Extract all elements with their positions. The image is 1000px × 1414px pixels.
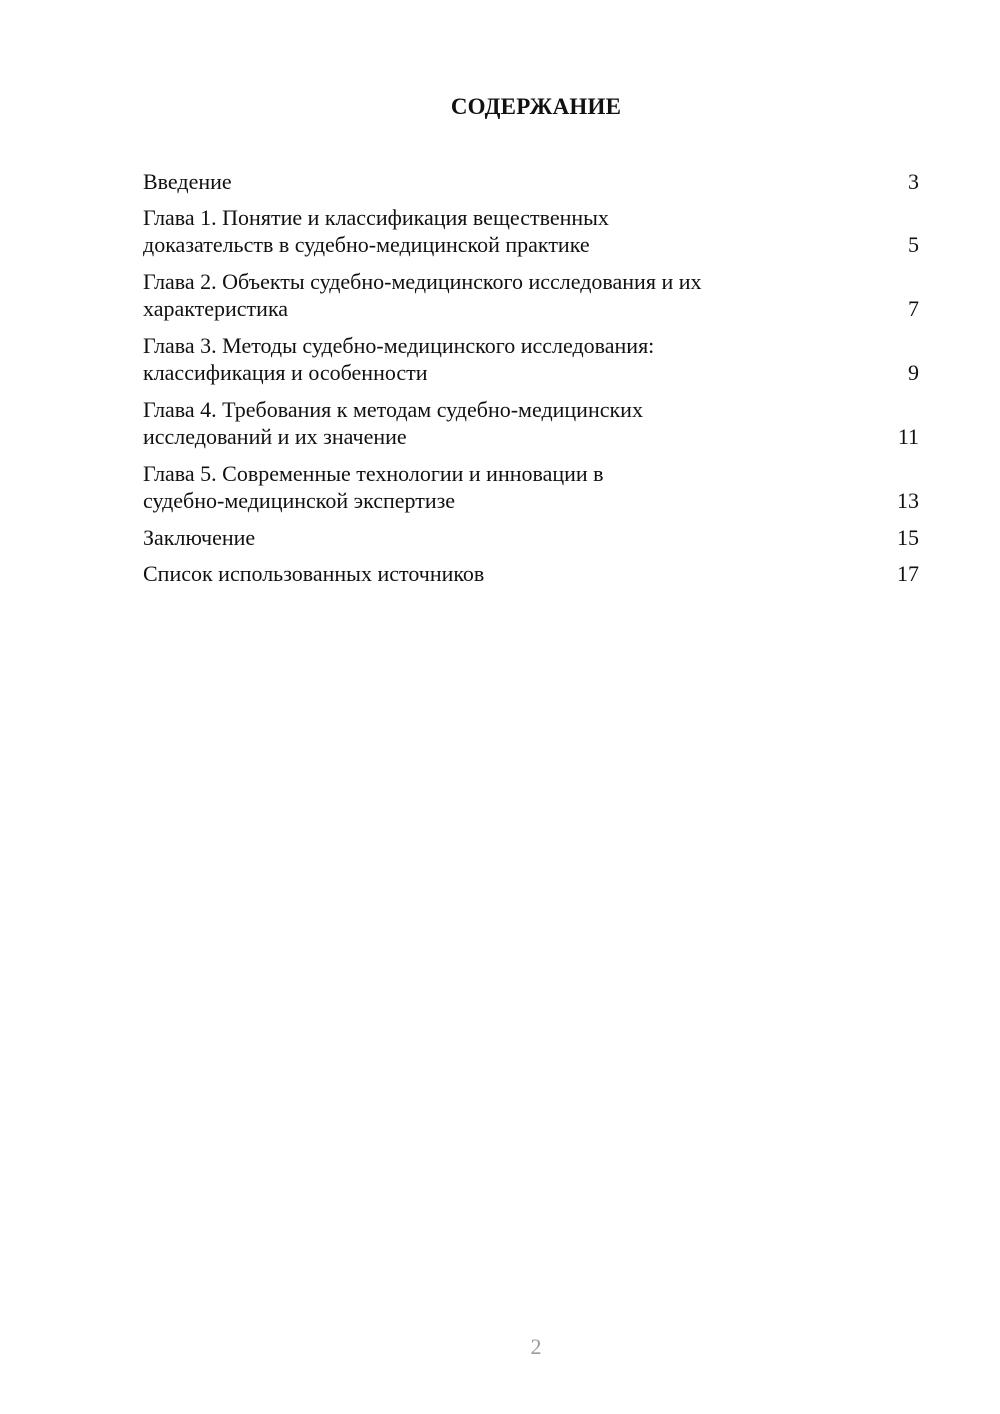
toc-entry-text: Глава 2. Объекты судебно-медицинского исследования и их характеристика (143, 269, 702, 321)
toc-entry-text: Глава 1. Понятие и классификация вещественных доказательств в судебно-медицинской практике (143, 205, 609, 257)
toc-entry-chapter-5 (143, 460, 919, 514)
toc-entry-text: Введение (143, 169, 232, 194)
toc-entry-references (143, 560, 919, 587)
toc-entry-text: Глава 5. Современные технологии и инновации в судебно-медицинской экспертизе (143, 461, 604, 513)
toc-entry-page: 13 (897, 488, 919, 513)
toc-entry-page: 15 (897, 525, 919, 550)
toc-entry-chapter-1 (143, 204, 919, 258)
toc-entry-conclusion (143, 524, 919, 551)
toc-entry-chapter-2 (143, 268, 919, 322)
page-title: СОДЕРЖАНИЕ (450, 94, 622, 119)
toc-entry-page: 5 (908, 232, 919, 257)
toc-entry-page: 17 (897, 561, 919, 586)
toc-entry-page: 9 (908, 360, 919, 385)
toc-entry-page: 3 (908, 169, 919, 194)
page-number: 2 (530, 1334, 542, 1359)
table-of-contents (143, 168, 919, 596)
toc-entry-introduction (143, 168, 919, 195)
toc-entry-text: Глава 4. Требования к методам судебно-медицинских исследований и их значение (143, 397, 643, 449)
toc-entry-chapter-3 (143, 332, 919, 386)
toc-entry-page: 11 (897, 424, 919, 449)
toc-entry-chapter-4 (143, 396, 919, 450)
toc-entry-text: Заключение (143, 525, 256, 550)
toc-entry-page: 7 (908, 296, 919, 321)
toc-entry-text: Список использованных источников (143, 561, 485, 586)
toc-entry-text: Глава 3. Методы судебно-медицинского исследования: классификация и особенности (143, 333, 655, 385)
